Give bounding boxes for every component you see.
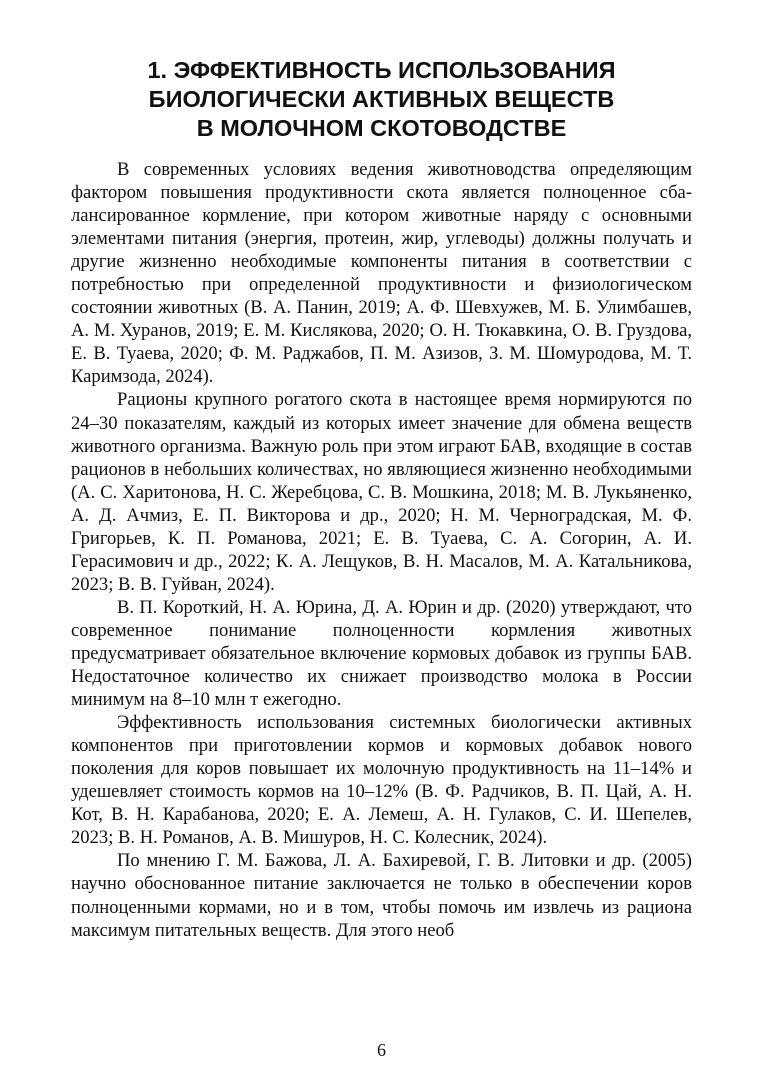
paragraph-4: Эффективность использования системных биологически активных компонентов при приготовлении кормов и кормовых добавок нового поколения для коров повышает их молочную продуктивность на 11–14% и удешевляет стоимость кормов на 10–12% (В. Ф. Радчиков, В. П. Цай, А. Н. Кот, В. Н. Карабанова, 2020; Е. А. Лемеш, А. Н. Гулаков, С. И. Шепелев, 2023; В. Н. Романов, А. В. Мишуров, Н. С. Колесник, 2024). [71,712,692,849]
chapter-title-line-3: В МОЛОЧНОМ СКОТОВОДСТВЕ [196,115,567,141]
chapter-title-line-1: 1. ЭФФЕКТИВНОСТЬ ИСПОЛЬЗОВАНИЯ [147,57,616,83]
chapter-title [60,56,703,143]
chapter-title-line-2: БИОЛОГИЧЕСКИ АКТИВНЫХ ВЕЩЕСТВ [148,86,615,112]
paragraph-3: В. П. Короткий, Н. А. Юрина, Д. А. Юрин и др. (2020) утверждают, что современное понимание полноценности кормления животных предусматривает обязательное включение кормовых добавок из группы БАВ. Недостаточное количество их снижает производство молока в России минимум на 8–10 млн т ежегодно. [71,596,692,711]
paragraph-1: В современных условиях ведения животноводства определяющим фактором повышения продуктивности скота является полноценное сбалансированное кормление, при котором животные наряду с основными элементами питания (энергия, протеин, жир, углеводы) должны получать и другие жизненно необходимые компоненты питания в соответствии с потребностью при определенной продуктивности и физиологическом состоянии животных (В. А. Панин, 2019; А. Ф. Шевхужев, М. Б. Улимбашев, А. М. Хуранов, 2019; Е. М. Кислякова, 2020; О. Н. Тюкавкина, О. В. Груздова, Е. В. Туаева, 2020; Ф. М. Раджабов, П. М. Азизов, З. М. Шомуродова, М. Т. Каримзода, 2024). [71,159,692,388]
paragraph-2: Рационы крупного рогатого скота в настоящее время нормируются по 24–30 показателям, каждый из которых имеет значение для обмена веществ животного организма. Важную роль при этом играют БАВ, входящие в состав рационов в небольших количествах, но являющиеся жизненно необходимыми (А. С. Харитонова, Н. С. Жеребцова, С. В. Мошкина, 2018; М. В. Лукьяненко, А. Д. Ачмиз, Е. П. Викторова и др., 2020; Н. М. Черноградская, М. Ф. Григорьев, К. П. Романова, 2021; Е. В. Туаева, С. А. Согорин, А. И. Герасимович и др., 2022; К. А. Лещуков, В. Н. Масалов, М. А. Катальникова, 2023; В. В. Гуйван, 2024). [71,389,692,595]
page-number: 6 [377,1040,386,1060]
paragraph-5: По мнению Г. М. Бажова, Л. А. Бахиревой, Г. В. Литовки и др. (2005) научно обоснованное питание заключается не только в обеспечении коров полноценными кормами, но и в том, чтобы помочь им извлечь из рациона максимум питательных веществ. Для этого необ [71,850,692,941]
body-text [71,158,692,942]
